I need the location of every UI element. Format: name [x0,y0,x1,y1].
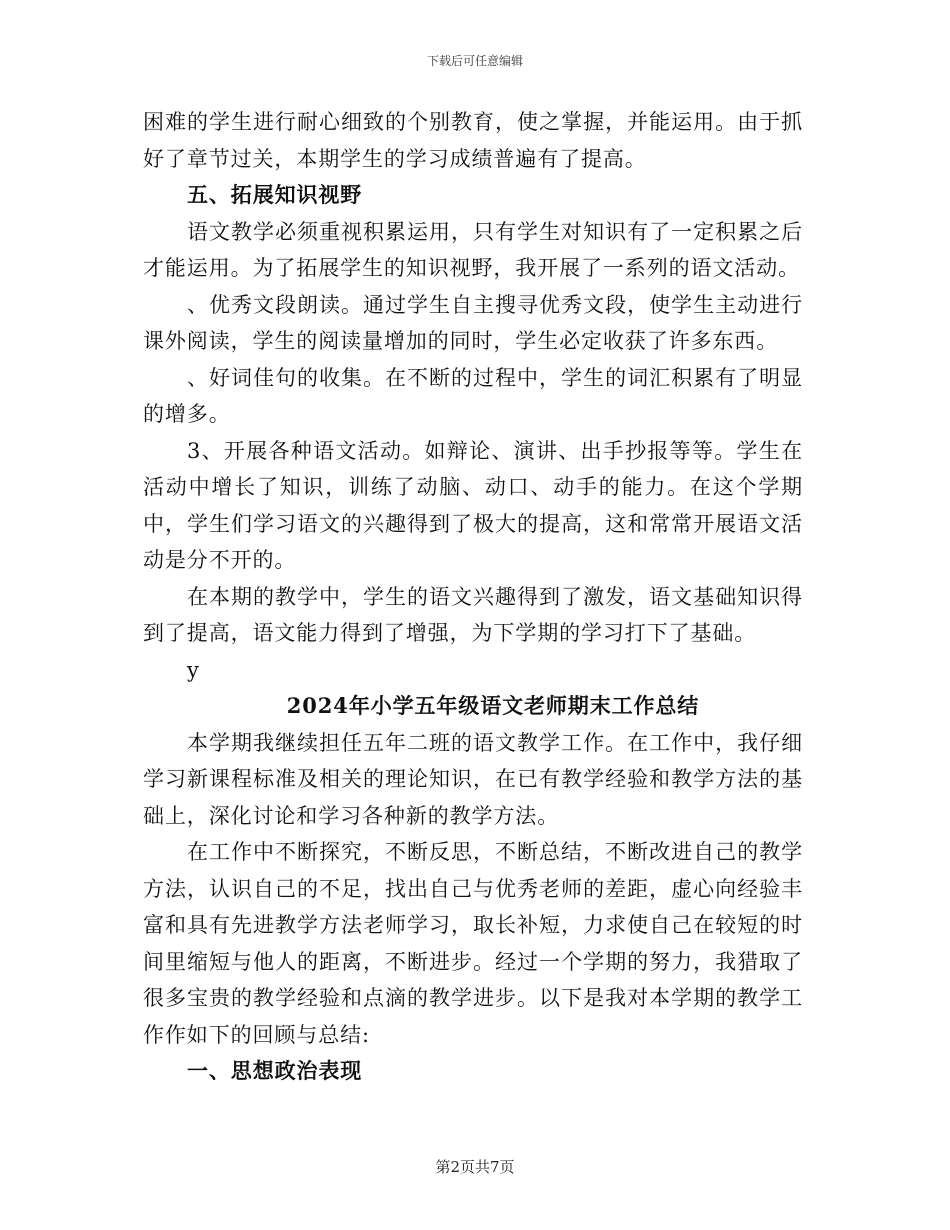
paragraph-vocabulary: 、好词佳句的收集。在不断的过程中，学生的词汇积累有了明显的增多。 [143,365,803,426]
document-title: 2024年小学五年级语文老师期末工作总结 [286,693,700,718]
document-body [143,104,803,1090]
paragraph-reflection: 在工作中不断探究，不断反思，不断总结，不断改进自己的教学方法，认识自己的不足，找出自己与优秀老师的差距，虚心向经验丰富和具有先进教学方法老师学习，取长补短，力求使自己在较短的时间里缩短与他人的距离，不断进步。经过一个学期的努力，我猎取了很多宝贵的教学经验和点滴的教学进步。以下是我对本学期的教学工作作如下的回顾与总结: [143,840,803,1047]
paragraph-continuation: 困难的学生进行耐心细致的个别教育，使之掌握，并能运用。由于抓好了章节过关，本期学生的学习成绩普遍有了提高。 [143,110,803,171]
page-number: 第2页共7页 [435,1158,515,1176]
paragraph-conclusion: 在本期的教学中，学生的语文兴趣得到了激发，语文基础知识得到了提高，语文能力得到了增强，为下学期的学习打下了基础。 [143,584,803,645]
section-heading-5: 五、拓展知识视野 [187,182,363,207]
page-header-note: 下载后可任意编辑 [426,54,523,68]
paragraph-accumulation: 语文教学必须重视积累运用，只有学生对知识有了一定积累之后才能运用。为了拓展学生的知识视野，我开展了一系列的语文活动。 [143,219,803,280]
stray-character: y [187,657,200,682]
paragraph-reading: 、优秀文段朗读。通过学生自主搜寻优秀文段，使学生主动进行课外阅读，学生的阅读量增加的同时，学生必定收获了许多东西。 [143,292,803,353]
paragraph-intro: 本学期我继续担任五年二班的语文教学工作。在工作中，我仔细学习新课程标准及相关的理论知识，在已有教学经验和教学方法的基础上，深化讨论和学习各种新的教学方法。 [143,730,803,828]
section-heading-1: 一、思想政治表现 [187,1058,363,1083]
paragraph-activities: 3、开展各种语文活动。如辩论、演讲、出手抄报等等。学生在活动中增长了知识，训练了动脑、动口、动手的能力。在这个学期中，学生们学习语文的兴趣得到了极大的提高，这和常常开展语文活动是分不开的。 [143,438,803,572]
